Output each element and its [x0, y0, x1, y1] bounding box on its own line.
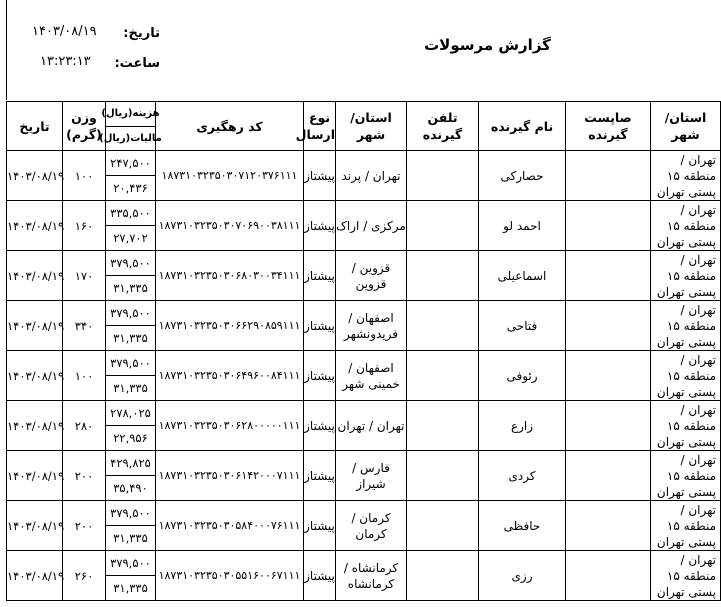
- date-label: تاریخ:: [123, 26, 160, 41]
- cell-weight: ۲۰۰: [63, 501, 106, 551]
- cell-date: ۱۴۰۳/۰۸/۱۹: [7, 301, 63, 351]
- table-row: [7, 301, 721, 351]
- cell-receiver-phone: [407, 401, 479, 451]
- shipments-table: [6, 101, 721, 601]
- cell-cost-tax: [106, 501, 156, 551]
- cell-receiver-name: رزی: [479, 551, 566, 601]
- cell-cost-tax: [106, 551, 156, 601]
- cell-dest: اصفهان / خمینی شهر: [336, 351, 407, 401]
- cell-receiver-name: زارع: [479, 401, 566, 451]
- cell-tracking: ۱۸۷۳۱۰۳۲۳۵۰۳۰۵۸۴۰۰۰۷۶۱۱۱: [156, 501, 304, 551]
- cell-date: ۱۴۰۳/۰۸/۱۹: [7, 151, 63, 201]
- cell-weight: ۳۴۰: [63, 301, 106, 351]
- table-header-row: [7, 102, 721, 151]
- cell-dest: اصفهان / فریدونشهر: [336, 301, 407, 351]
- cell-dest: قزوین / قزوین: [336, 251, 407, 301]
- cell-cost-tax: [106, 451, 156, 501]
- cell-cost: ۳۷۹,۵۰۰: [106, 501, 155, 526]
- cell-send-type: پیشتاز: [304, 451, 336, 501]
- cell-cost-tax: [106, 251, 156, 301]
- cell-cost: ۳۷۹,۵۰۰: [106, 551, 155, 576]
- table-row: [7, 351, 721, 401]
- cell-cost: ۲۴۷,۵۰۰: [106, 151, 155, 176]
- col-dest: استان/ شهر: [336, 102, 407, 151]
- col-origin: استان/ شهر: [651, 102, 721, 151]
- table-row: [7, 551, 721, 601]
- cell-tax: ۳۱,۳۳۵: [113, 281, 148, 295]
- col-sender: صاپست گیرنده: [566, 102, 651, 151]
- table-row: [7, 401, 721, 451]
- col-receiver-phone: تلفن گیرنده: [407, 102, 479, 151]
- date-value: ۱۴۰۳/۰۸/۱۹: [32, 24, 97, 39]
- cell-cost: ۲۷۸,۰۲۵: [106, 401, 155, 426]
- cell-receiver-name: اسماعیلی: [479, 251, 566, 301]
- report-title: گزارش مرسولات: [424, 36, 551, 54]
- cell-receiver-name: کردی: [479, 451, 566, 501]
- cell-tracking: ۱۸۷۳۱۰۳۲۳۵۰۳۰۵۵۱۶۰۰۶۷۱۱۱: [156, 551, 304, 601]
- cell-cost-tax: [106, 201, 156, 251]
- cell-receiver-name: رئوفی: [479, 351, 566, 401]
- table-row: [7, 251, 721, 301]
- cell-send-type: پیشتاز: [304, 251, 336, 301]
- cell-sender: [566, 351, 651, 401]
- cell-receiver-phone: [407, 451, 479, 501]
- cell-cost-tax: [106, 401, 156, 451]
- cell-cost: ۳۷۹,۵۰۰: [106, 351, 155, 376]
- cell-weight: ۲۰۰: [63, 451, 106, 501]
- cell-dest: تهران / تهران: [336, 401, 407, 451]
- cell-receiver-phone: [407, 151, 479, 201]
- cell-date: ۱۴۰۳/۰۸/۱۹: [7, 551, 63, 601]
- cell-receiver-name: فتاحی: [479, 301, 566, 351]
- cell-date: ۱۴۰۳/۰۸/۱۹: [7, 201, 63, 251]
- table-row: [7, 201, 721, 251]
- cell-receiver-name: احمد لو: [479, 201, 566, 251]
- cell-origin: تهران / منطقه ۱۵ پستی تهران: [651, 451, 721, 501]
- col-tracking: کد رهگیری: [156, 102, 304, 151]
- col-tax: مالیات(ریال): [99, 132, 162, 144]
- cell-date: ۱۴۰۳/۰۸/۱۹: [7, 451, 63, 501]
- col-weight: وزن (گرم): [63, 102, 106, 151]
- cell-send-type: پیشتاز: [304, 151, 336, 201]
- cell-tracking: ۱۸۷۳۱۰۳۲۳۵۰۳۰۶۸۰۳۰۰۳۴۱۱۱: [156, 251, 304, 301]
- cell-receiver-phone: [407, 351, 479, 401]
- cell-cost: ۳۷۹,۵۰۰: [106, 251, 155, 276]
- cell-tax: ۳۱,۳۳۵: [113, 381, 148, 395]
- cell-sender: [566, 201, 651, 251]
- cell-tax: ۲۷,۷۰۲: [113, 231, 148, 245]
- cell-cost-tax: [106, 351, 156, 401]
- cell-origin: تهران / منطقه ۱۵ پستی تهران: [651, 551, 721, 601]
- cell-tax: ۳۱,۳۳۵: [113, 331, 148, 345]
- page-border: [6, 0, 7, 100]
- cell-sender: [566, 251, 651, 301]
- cell-weight: ۲۸۰: [63, 401, 106, 451]
- time-value: ۱۳:۲۳:۱۳: [40, 54, 91, 69]
- cell-cost: ۴۲۹,۸۲۵: [106, 451, 155, 476]
- time-label: ساعت:: [114, 56, 160, 71]
- table-row: [7, 501, 721, 551]
- cell-cost: ۳۳۵,۵۰۰: [106, 201, 155, 226]
- cell-origin: تهران / منطقه ۱۵ پستی تهران: [651, 351, 721, 401]
- table-row: [7, 451, 721, 501]
- cell-receiver-phone: [407, 251, 479, 301]
- cell-sender: [566, 501, 651, 551]
- cell-receiver-phone: [407, 301, 479, 351]
- cell-send-type: پیشتاز: [304, 201, 336, 251]
- cell-tracking: ۱۸۷۳۱۰۳۲۳۵۰۳۰۶۲۸۰۰۰۰۰۱۱۱: [156, 401, 304, 451]
- cell-send-type: پیشتاز: [304, 401, 336, 451]
- cell-tax: ۲۲,۹۵۶: [113, 431, 148, 445]
- cell-tracking: ۱۸۷۳۱۰۳۲۳۵۰۳۰۶۴۹۶۰۰۸۴۱۱۱: [156, 351, 304, 401]
- col-receiver-name: نام گیرنده: [479, 102, 566, 151]
- cell-weight: ۱۷۰: [63, 251, 106, 301]
- cell-send-type: پیشتاز: [304, 551, 336, 601]
- cell-sender: [566, 151, 651, 201]
- cell-tracking: ۱۸۷۳۱۰۳۲۳۵۰۳۰۶۶۲۹۰۸۵۹۱۱۱: [156, 301, 304, 351]
- cell-tracking: ۱۸۷۳۱۰۳۲۳۵۰۳۰۷۱۲۰۳۷۶۱۱۱: [156, 151, 304, 201]
- cell-dest: کرمان / کرمان: [336, 501, 407, 551]
- cell-tracking: ۱۸۷۳۱۰۳۲۳۵۰۳۰۶۱۴۲۰۰۰۷۱۱۱: [156, 451, 304, 501]
- cell-send-type: پیشتاز: [304, 501, 336, 551]
- cell-date: ۱۴۰۳/۰۸/۱۹: [7, 251, 63, 301]
- cell-receiver-phone: [407, 551, 479, 601]
- cell-weight: ۲۶۰: [63, 551, 106, 601]
- col-send-type: نوع ارسال: [304, 102, 336, 151]
- cell-send-type: پیشتاز: [304, 301, 336, 351]
- cell-origin: تهران / منطقه ۱۵ پستی تهران: [651, 251, 721, 301]
- col-cost-tax: [99, 102, 162, 151]
- cell-sender: [566, 551, 651, 601]
- cell-dest: کرمانشاه / کرمانشاه: [336, 551, 407, 601]
- cell-date: ۱۴۰۳/۰۸/۱۹: [7, 501, 63, 551]
- cell-origin: تهران / منطقه ۱۵ پستی تهران: [651, 401, 721, 451]
- cell-tax: ۳۱,۳۳۵: [113, 581, 148, 595]
- cell-tax: ۲۰,۴۳۶: [113, 181, 148, 195]
- cell-weight: ۱۰۰: [63, 351, 106, 401]
- cell-tax: ۳۵,۴۹۰: [113, 481, 148, 495]
- cell-cost-tax: [106, 151, 156, 201]
- cell-sender: [566, 401, 651, 451]
- cell-origin: تهران / منطقه ۱۵ پستی تهران: [651, 151, 721, 201]
- cell-origin: تهران / منطقه ۱۵ پستی تهران: [651, 301, 721, 351]
- cell-dest: تهران / پرند: [336, 151, 407, 201]
- cell-sender: [566, 451, 651, 501]
- cell-cost-tax: [106, 301, 156, 351]
- cell-dest: فارس / شیراز: [336, 451, 407, 501]
- cell-receiver-name: حصارکی: [479, 151, 566, 201]
- cell-dest: مرکزی / اراک: [336, 201, 407, 251]
- cell-sender: [566, 301, 651, 351]
- cell-receiver-name: حافظی: [479, 501, 566, 551]
- cell-date: ۱۴۰۳/۰۸/۱۹: [7, 351, 63, 401]
- cell-send-type: پیشتاز: [304, 351, 336, 401]
- cell-cost: ۳۷۹,۵۰۰: [106, 301, 155, 326]
- cell-receiver-phone: [407, 501, 479, 551]
- col-date: تاریخ: [7, 102, 63, 151]
- cell-tax: ۳۱,۳۳۵: [113, 531, 148, 545]
- table-row: [7, 151, 721, 201]
- cell-origin: تهران / منطقه ۱۵ پستی تهران: [651, 501, 721, 551]
- cell-tracking: ۱۸۷۳۱۰۳۲۳۵۰۳۰۷۰۶۹۰۰۳۸۱۱۱: [156, 201, 304, 251]
- cell-origin: تهران / منطقه ۱۵ پستی تهران: [651, 201, 721, 251]
- cell-receiver-phone: [407, 201, 479, 251]
- col-cost: هزینه(ریال): [106, 102, 155, 127]
- cell-weight: ۱۶۰: [63, 201, 106, 251]
- cell-weight: ۱۰۰: [63, 151, 106, 201]
- cell-date: ۱۴۰۳/۰۸/۱۹: [7, 401, 63, 451]
